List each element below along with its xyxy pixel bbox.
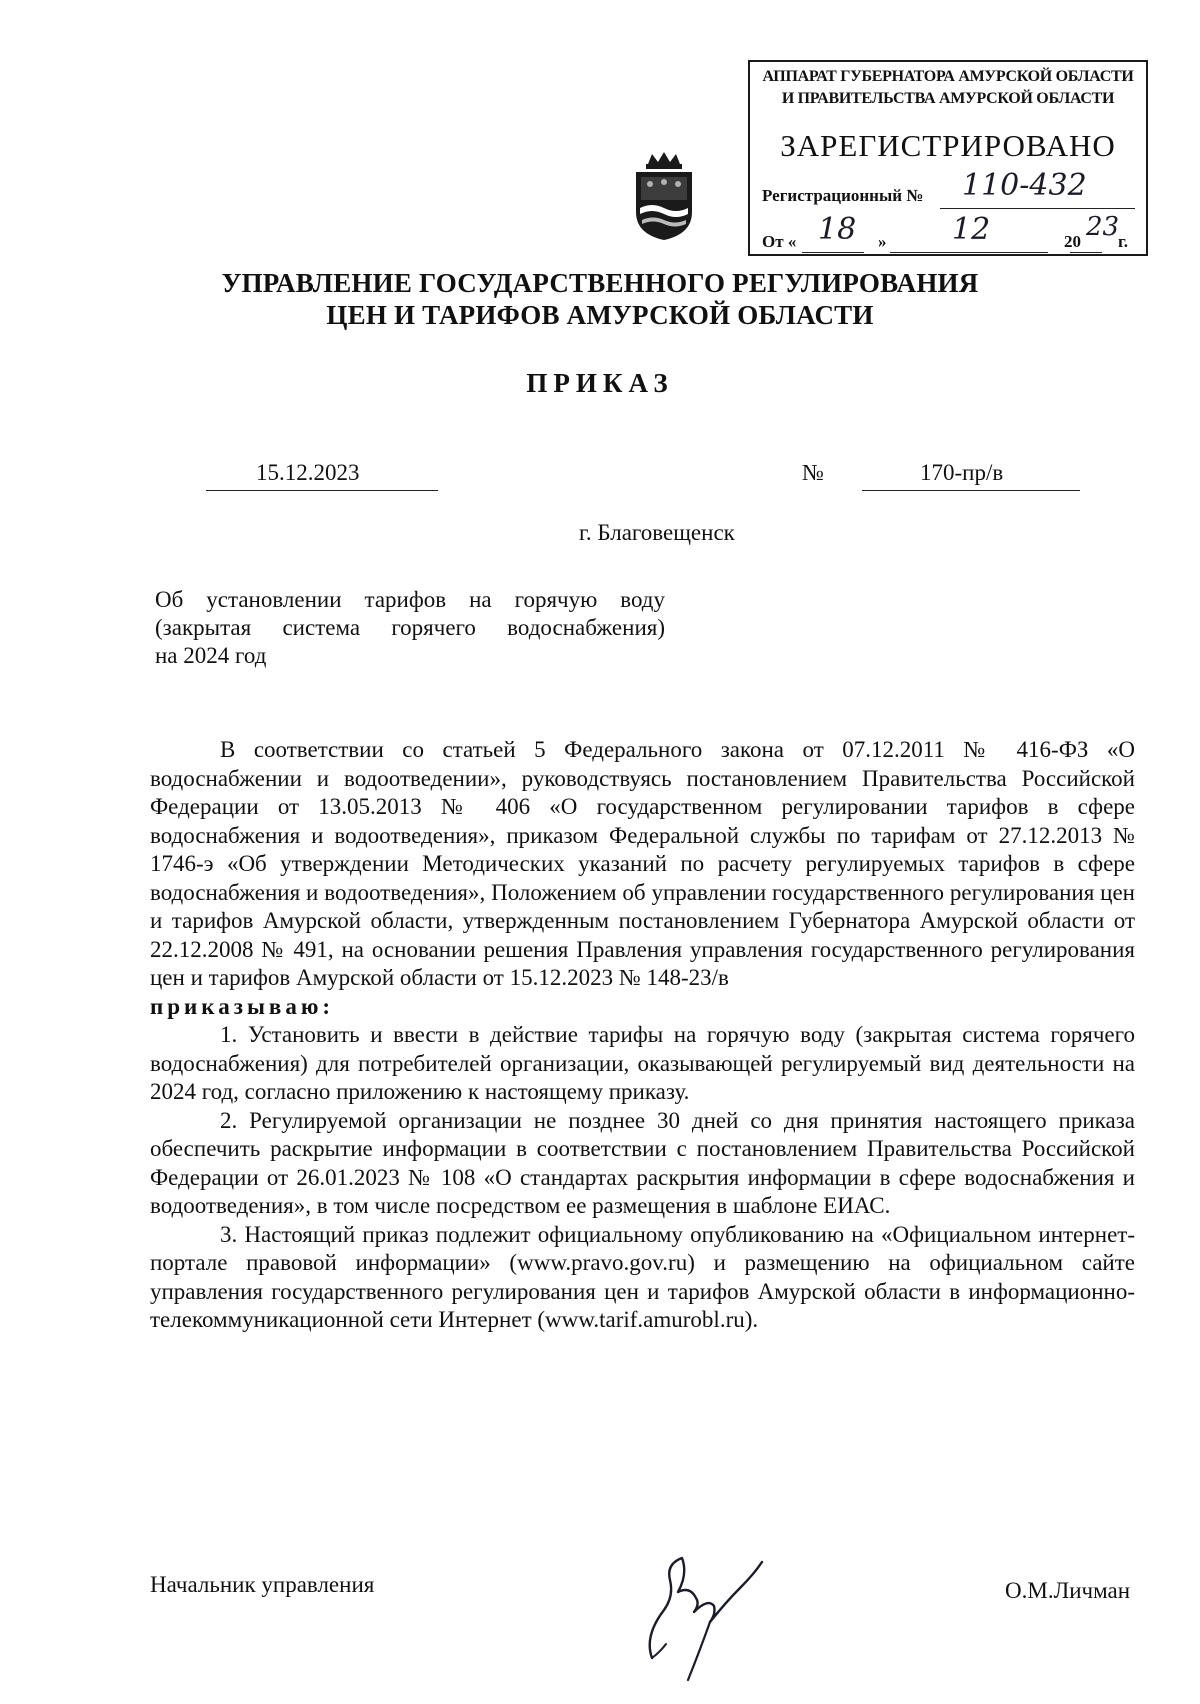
subject-line1: Об установлении тарифов на горячую воду [155,587,665,612]
registration-stamp [748,60,1148,256]
stamp-day-underline [802,252,864,253]
document-subject [155,586,665,670]
org-name-line2: ЦЕН И ТАРИФОВ АМУРСКОЙ ОБЛАСТИ [326,300,874,330]
stamp-org-line1: АППАРАТ ГУБЕРНАТОРА АМУРСКОЙ ОБЛАСТИ [762,68,1134,85]
stamp-date-year-prefix: 20 [1064,232,1081,251]
preamble-paragraph: В соответствии со статьей 5 Федерального закона от 07.12.2011 № 416-ФЗ «О водоснабжении и водоотведении», руководствуясь постановлением Правительства Российской Федерации от 13.05.2013 № 406 «О государственном регулировании тарифов в сфере водоснабжения и водоотведения», приказом Федеральной службы по тарифам от 27.12.2013 № 1746-э «Об утверждении Методических указаний по расчету регулируемых тарифов в сфере водоснабжения и водоотведения», Положением об управлении государственного регулирования цен и тарифов Амурской области, утвержденным постановлением Губернатора Амурской области от 22.12.2008 № 491, на основании решения Правления управления государственного регулирования цен и тарифов Амурской области от 15.12.2023 № 148-23/в [150,737,1135,990]
stamp-registration-row [762,168,1087,206]
stamp-month-underline [890,252,1048,253]
stamp-status: ЗАРЕГИСТРИРОВАНО [780,128,1116,163]
stamp-reg-number: 110-432 [962,168,1087,203]
stamp-date-year-unit: г. [1118,232,1129,251]
stamp-date-close-quote: » [878,232,887,251]
signer-name: О.М.Личман [1005,1578,1130,1603]
stamp-reg-label: Регистрационный № [762,186,924,205]
stamp-year-underline [1070,252,1102,253]
org-name-line1: УПРАВЛЕНИЕ ГОСУДАРСТВЕННОГО РЕГУЛИРОВАНИЯ [221,268,979,298]
order-item-3: 3. Настоящий приказ подлежит официальному опубликованию на «Официальном интернет-портале правовой информации» (www.pravo.gov.ru) и размещению на официальном сайте управления государственного регулирования цен и тарифов Амурской области в информационно-телекоммуникационной сети Интернет (www.tarif.amurobl.ru). [150,1221,1135,1332]
stamp-org-line2: И ПРАВИТЕЛЬСТВА АМУРСКОЙ ОБЛАСТИ [781,90,1115,107]
stamp-date-month: 12 [952,212,991,247]
stamp-reg-underline [940,208,1135,209]
document-number: 170-пр/в [920,460,1004,485]
document-date: 15.12.2023 [256,460,360,485]
number-label: № [802,460,824,485]
signer-position: Начальник управления [150,1572,375,1597]
stamp-date-row [762,212,1129,252]
stamp-date-year-suffix: 23 [1086,212,1120,242]
number-underline [862,490,1080,491]
order-word: приказываю: [150,993,335,1019]
subject-line2: (закрытая система горячего водоснабжения) [155,615,665,640]
stamp-date-from: От « [762,232,797,251]
order-item-2: 2. Регулируемой организации не позднее 30 дней со дня принятия настоящего приказа обеспечить раскрытие информации в соответствии с постановлением Правительства Российской Федерации от 26.01.2023 № 108 «О стандартах раскрытия информации в сфере водоснабжения и водоотведения», в том числе посредством ее размещения в шаблоне ЕИАС. [150,1107,1135,1218]
date-underline [206,490,438,491]
handwritten-signature-icon [630,1540,790,1690]
subject-line3: на 2024 год [155,643,267,668]
order-item-1: 1. Установить и ввести в действие тарифы на горячую воду (закрытая система горячего водоснабжения) для потребителей организации, оказывающей регулируемый вид деятельности на 2024 год, согласно приложению к настоящему приказу. [150,1022,1135,1104]
city: г. Благовещенск [579,520,735,545]
document-body [150,736,1135,1335]
stamp-date-day: 18 [818,212,857,247]
coat-of-arms-icon [628,150,700,242]
document-type: ПРИКАЗ [526,368,674,398]
